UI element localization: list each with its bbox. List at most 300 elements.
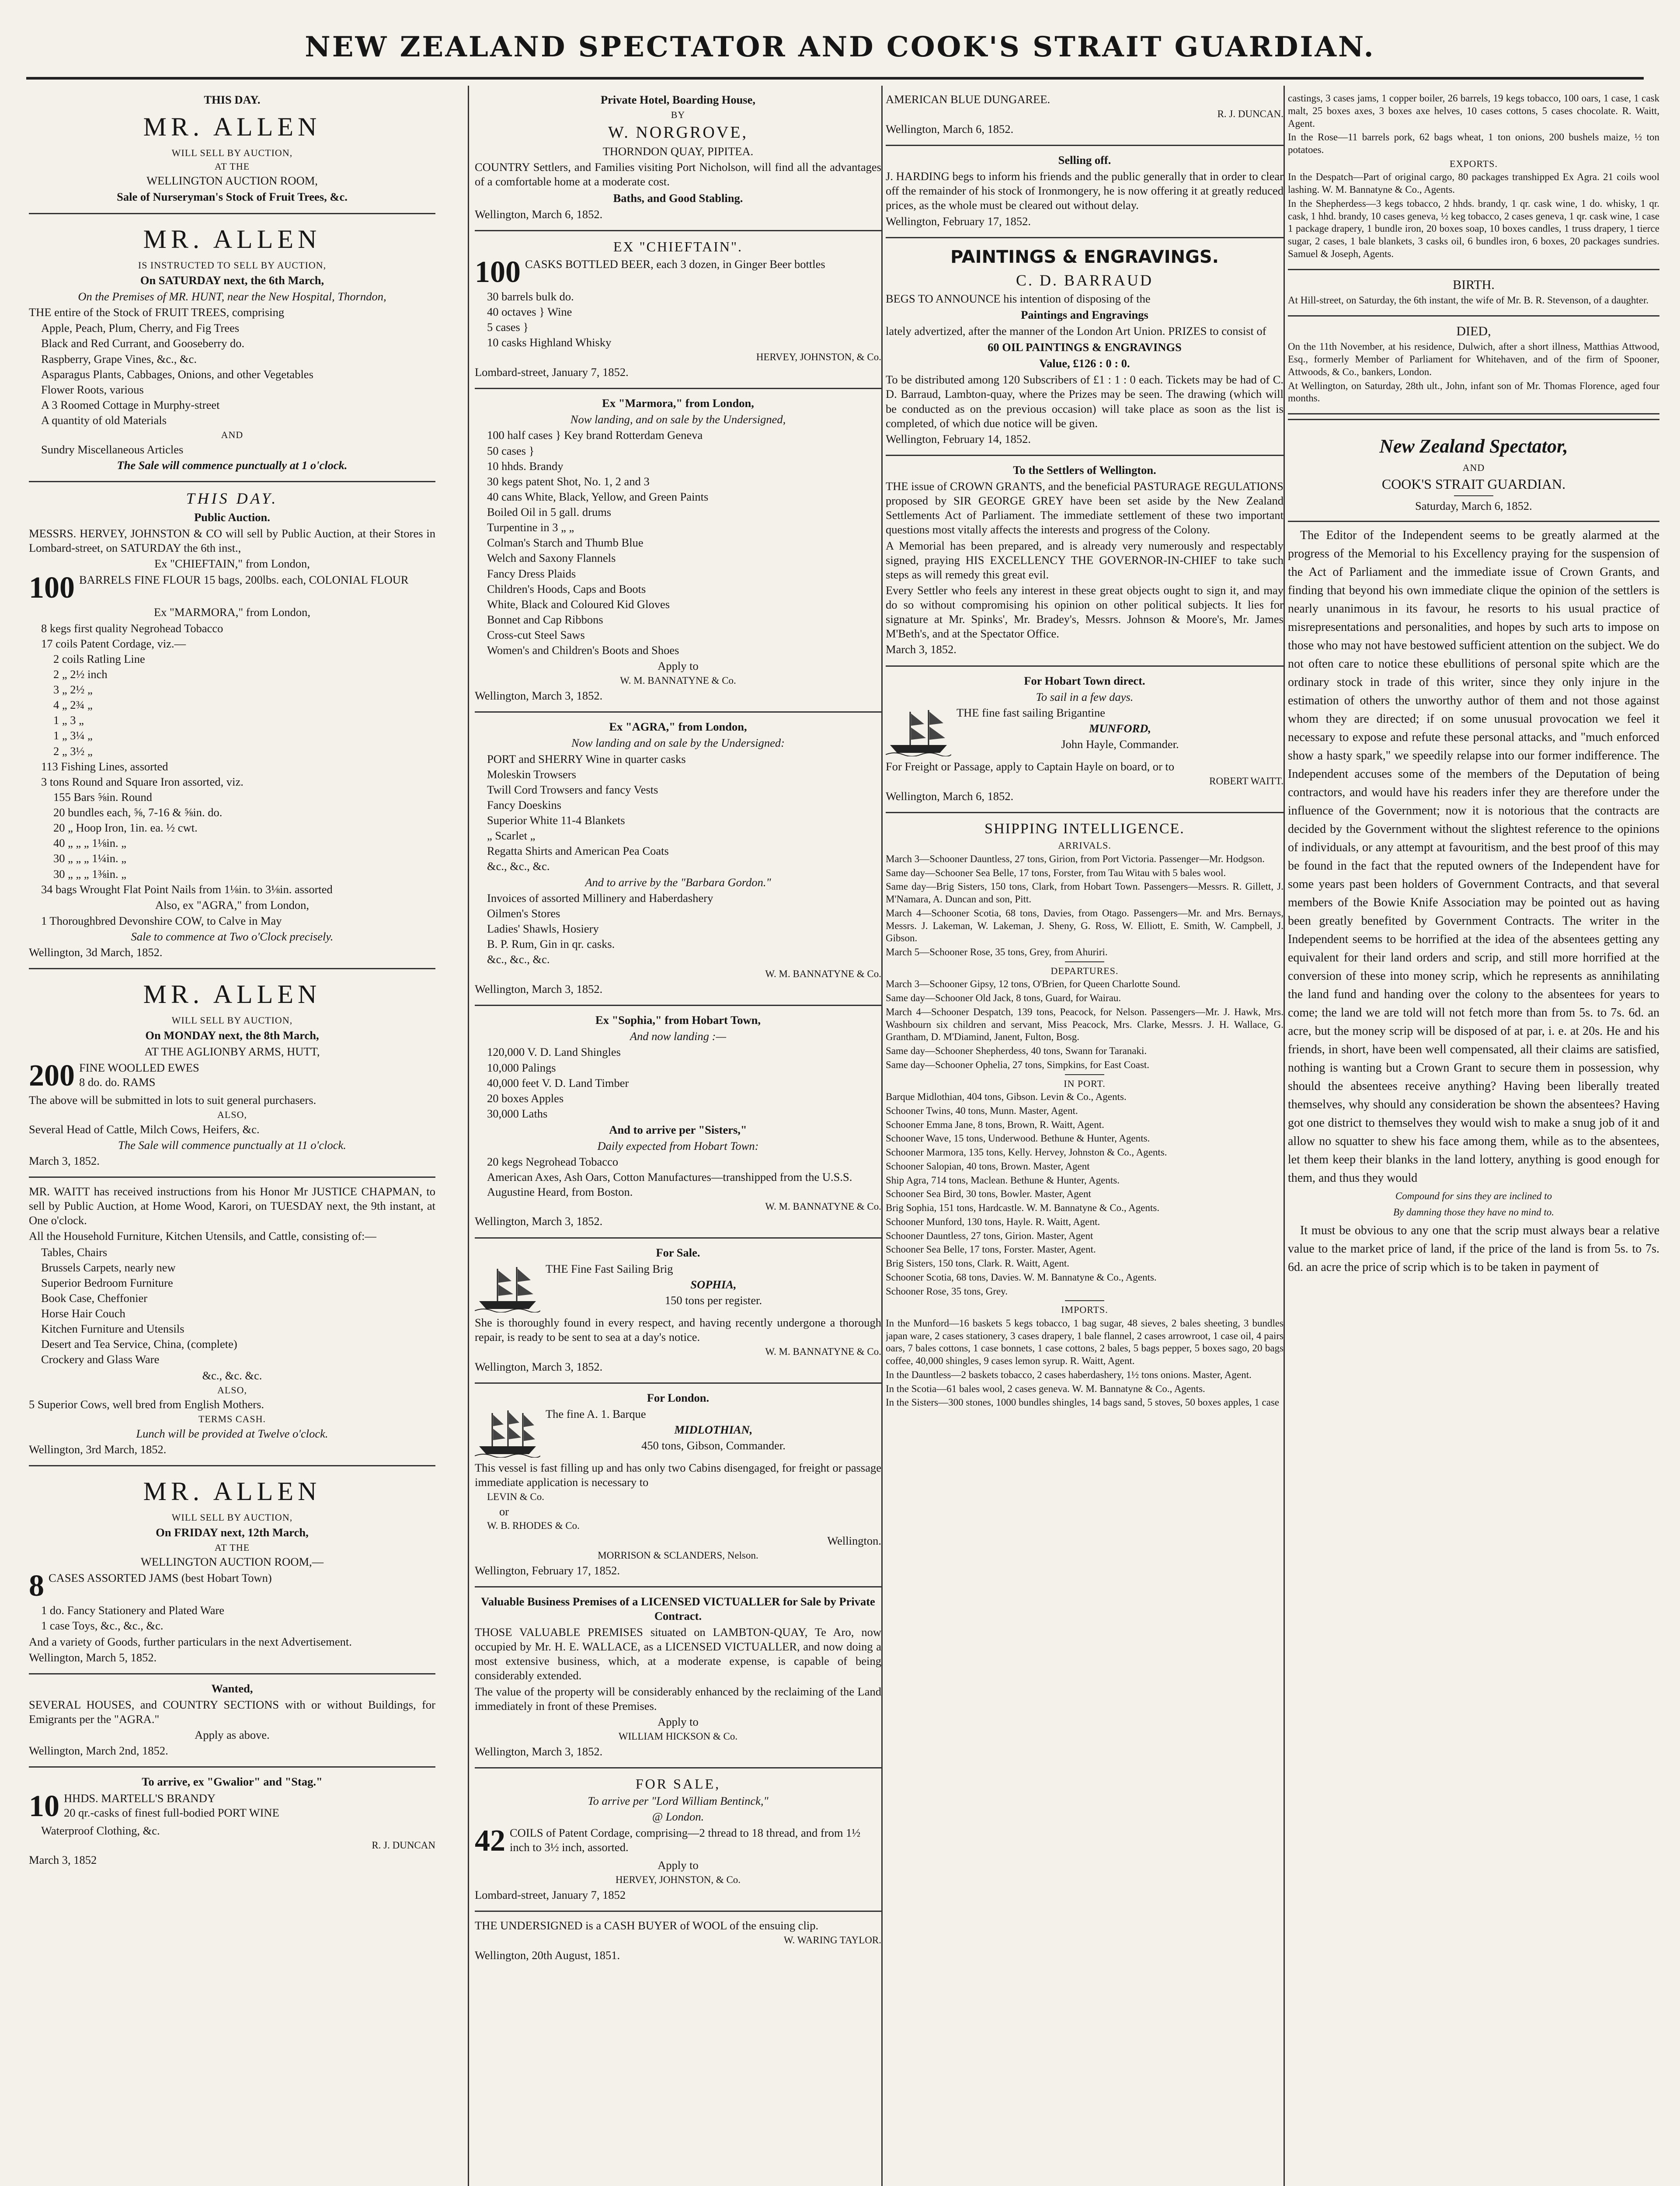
agent-name: LEVIN & Co. [487, 1491, 544, 1503]
newspaper-subtitle: COOK'S STRAIT GUARDIAN. [1381, 476, 1566, 492]
masthead: NEW ZEALAND SPECTATOR AND COOK'S STRAIT GUARDIAN. [305, 31, 1375, 63]
list-item: Brussels Carpets, nearly new [41, 1260, 176, 1274]
list-item: Schooner Munford, 130 tons, Hayle. R. Waitt, Agent. [886, 1216, 1100, 1227]
section-subtitle: DEPARTURES. [1050, 965, 1119, 976]
ad-subtitle: 60 OIL PAINTINGS & ENGRAVINGS [988, 341, 1182, 354]
ad-line: ALSO, [217, 1109, 247, 1121]
list-item: Kitchen Furniture and Utensils [41, 1322, 184, 1336]
list-item: Cross-cut Steel Saws [487, 628, 585, 641]
ad-title: To arrive, ex "Gwalior" and "Stag." [142, 1775, 323, 1789]
ad-body: To be distributed among 120 Subscribers of £1 : 1 : 0 each. Tickets may be had of C. D. Barraud, Lambton-quay, where the Prizes may be seen. The drawing (which will be conducted as on the previous occasion) will take place as soon as the list is completed, of which due notice will be given. [886, 373, 1283, 430]
ad-title: FOR SALE, [635, 1775, 721, 1792]
ad-body: MR. WAITT has received instructions from his Honor Mr JUSTICE CHAPMAN, to sell by Public Auction, at Home Wood, Karori, on TUESDAY next, the 9th instant, at One o'clock. [29, 1185, 435, 1227]
list-item: A 3 Roomed Cottage in Murphy-street [41, 398, 220, 411]
list-item: Brig Sophia, 151 tons, Hardcastle. W. M. Bannatyne & Co., Agents. [886, 1202, 1160, 1213]
ad-line: Wellington. [827, 1534, 881, 1547]
proprietor-name: C. D. BARRAUD [1016, 271, 1154, 289]
ad-signature: HERVEY, JOHNSTON, & Co. [756, 352, 881, 363]
list-item: Schooner Scotia, 68 tons, Davies. W. M. Bannatyne & Co., Agents. [886, 1271, 1157, 1283]
ad-date: March 3, 1852 [29, 1853, 97, 1867]
ad-line: WELLINGTON AUCTION ROOM, [146, 174, 318, 188]
list-item: Brig Sisters, 150 tons, Clark. R. Waitt, Agent. [886, 1258, 1070, 1269]
list-item: Schooner Marmora, 135 tons, Kelly. Hervey, Johnston & Co., Agents. [886, 1147, 1167, 1158]
ad-date: Wellington, March 3, 1852. [475, 1215, 603, 1228]
auctioneer-name: MR. ALLEN [143, 1477, 321, 1506]
ad-subtitle: Now landing and on sale by the Undersigned: [571, 736, 785, 750]
notice-birth [1288, 270, 1659, 317]
ad-line: Apply as above. [195, 1728, 270, 1742]
ad-line: IS INSTRUCTED TO SELL BY AUCTION, [138, 260, 327, 271]
ad-settlers-of-wellington [886, 456, 1283, 667]
ad-line: WILL SELL BY AUCTION, [171, 147, 293, 159]
ad-line: Also, ex "AGRA," from London, [155, 898, 310, 912]
section-subtitle: EXPORTS. [1450, 158, 1498, 169]
ad-body: This vessel is fast filling up and has only two Cabins disengaged, for freight or passage immediate application is necessary to [475, 1461, 881, 1489]
ad-waitt-furniture [29, 1178, 435, 1466]
ad-agra-goods [475, 713, 881, 1006]
ad-midlothian-for-london [475, 1384, 881, 1587]
ad-signature: W. M. BANNATYNE & Co. [620, 675, 736, 686]
ad-date: Wellington, March 6, 1852. [475, 207, 603, 221]
ad-date-line: On SATURDAY next, the 6th March, [140, 273, 324, 287]
ad-body: CASES ASSORTED JAMS (best Hobart Town) [49, 1571, 272, 1585]
ad-body: lately advertized, after the manner of the London Art Union. PRIZES to consist of [886, 324, 1266, 338]
ad-title: PAINTINGS & ENGRAVINGS. [950, 247, 1219, 267]
ship-name: MUNFORD, [1089, 721, 1151, 735]
ad-line: TERMS CASH. [198, 1413, 266, 1425]
list-item: Ship Agra, 714 tons, Maclean. Bethune & Hunter, Agents. [886, 1174, 1120, 1186]
list-item: 120,000 V. D. Land Shingles [487, 1045, 621, 1059]
section-subtitle: IN PORT. [1064, 1078, 1106, 1089]
list-item: 40 cans White, Black, Yellow, and Green Paints [487, 490, 709, 503]
ad-licensed-victualler [475, 1587, 881, 1768]
ad-location: WELLINGTON AUCTION ROOM,— [140, 1555, 324, 1569]
list-item: In the Scotia—61 bales wool, 2 cases geneva. W. M. Bannatyne & Co., Agents. [886, 1383, 1205, 1394]
quantity-number: 10 [29, 1789, 59, 1823]
ad-date-line: On MONDAY next, the 8th March, [145, 1028, 319, 1042]
list-item: „ Scarlet „ [487, 829, 536, 842]
list-item: Schooner Twins, 40 tons, Munn. Master, Agent. [886, 1105, 1078, 1116]
ad-body: COILS of Patent Cordage, comprising—2 thread to 18 thread, and from 1½ inch to 3½ inch, assorted. [510, 1826, 861, 1854]
ad-body: The above will be submitted in lots to suit general purchasers. [29, 1093, 317, 1107]
list-item: Schooner Sea Belle, 17 tons, Forster. Master, Agent. [886, 1244, 1096, 1255]
ad-signature: W. M. BANNATYNE & Co. [765, 968, 881, 980]
list-item: 4 „ 2¾ „ [53, 698, 93, 712]
ad-title: Ex "Sophia," from Hobart Town, [595, 1013, 761, 1027]
ad-note: The Sale will commence punctually at 11 o'clock. [118, 1138, 346, 1152]
agent-name: MORRISON & SCLANDERS, Nelson. [598, 1549, 758, 1561]
quantity-number: 8 [29, 1569, 44, 1603]
agent-name: W. B. RHODES & Co. [487, 1520, 580, 1531]
ad-subtitle: And now landing :— [630, 1030, 727, 1043]
list-item: 2 coils Ratling Line [53, 652, 145, 665]
ad-title: Baths, and Good Stabling. [613, 191, 743, 205]
ad-subtitle: To arrive per "Lord William Bentinck," [588, 1794, 769, 1807]
ad-date: Wellington, 3d March, 1852. [29, 946, 163, 959]
ad-norgrove-hotel [475, 86, 881, 231]
column-2 [475, 86, 881, 1971]
list-item: White, Black and Coloured Kid Gloves [487, 597, 670, 611]
list-item: In the Shepherdess—3 kegs tobacco, 2 hhds. brandy, 1 qr. cask wine, 1 do. whisky, 1 qr. cask, 1 hhd. brandy, 10 cases geneva, ½ keg tobacco, 2 cases geneva, 1 qr. cask wine, 1 case 1 package drapery, 1 bundle iron, 20 boxes soap, 10 boxes candles, 1 truss drapery, 1 tierce sugar, 2 cases, 1 bale blankets, 3 casks oil, 6 bundles iron, 6 boxes, 20 packages sundries. Samuel & Joseph, Agents. [1288, 198, 1659, 259]
ad-body: 8 do. do. RAMS [79, 1076, 156, 1089]
ad-body: BEGS TO ANNOUNCE his intention of disposing of the [886, 292, 1151, 305]
quantity-number: 200 [29, 1059, 75, 1093]
article-paragraph: It must be obvious to any one that the scrip must always bear a relative value to the market price of land, if the price of the land is from 5s. to 7s. 6d. an acre the price of scrip which is to be taken in payment of [1288, 1223, 1659, 1274]
ad-signature: WILLIAM HICKSON & Co. [618, 1730, 738, 1742]
list-item: In the Dauntless—2 baskets tobacco, 2 cases haberdashery, 1½ tons onions. Master, Agent. [886, 1369, 1252, 1380]
ad-subtitle: And to arrive per "Sisters," [609, 1123, 747, 1136]
ad-body: 20 qr.-casks of finest full-bodied PORT WINE [64, 1806, 279, 1819]
ad-line: 450 tons, Gibson, Commander. [641, 1439, 786, 1452]
list-item: 8 kegs first quality Negrohead Tobacco [41, 621, 223, 635]
list-item: Children's Hoods, Caps and Boots [487, 582, 646, 595]
notice-text: At Wellington, on Saturday, 28th ult., John, infant son of Mr. Thomas Florence, aged four months. [1288, 380, 1659, 404]
ad-signature: W. M. BANNATYNE & Co. [765, 1201, 881, 1212]
ad-title: For London. [647, 1391, 710, 1404]
auctioneer-name: MR. ALLEN [143, 112, 321, 142]
shipping-intelligence [886, 813, 1283, 1417]
column-rule [468, 86, 469, 2186]
ad-body: All the Household Furniture, Kitchen Utensils, and Cattle, consisting of:— [29, 1229, 376, 1243]
ad-date: Wellington, February 17, 1852. [475, 1563, 620, 1577]
ad-title: AMERICAN BLUE DUNGAREE. [886, 93, 1050, 106]
list-item: Waterproof Clothing, &c. [41, 1824, 160, 1837]
list-item: 40 octaves } Wine [487, 305, 572, 318]
editorial-masthead [1288, 419, 1659, 522]
column-1 [29, 86, 435, 1876]
ad-line: BY [671, 109, 685, 121]
list-item: In the Despatch—Part of original cargo, 80 packages transhipped Ex Agra. 21 coils wool lashing. W. M. Bannatyne & Co., Agents. [1288, 171, 1659, 195]
list-item: In the Sisters—300 stones, 1000 bundles shingles, 14 bags sand, 5 stoves, 50 boxes apples, 1 case [886, 1397, 1280, 1408]
list-item: 17 coils Patent Cordage, viz.— [41, 637, 186, 650]
ad-date: Lombard-street, January 7, 1852. [475, 365, 629, 379]
list-item: Invoices of assorted Millinery and Haberdashery [487, 891, 713, 905]
ad-title: For Sale. [656, 1246, 700, 1259]
ad-subtitle: Now landing, and on sale by the Undersigned, [570, 413, 786, 426]
ad-kicker: THIS DAY. [186, 489, 278, 507]
ad-date: Wellington, March 6, 1852. [886, 122, 1014, 136]
ad-subtitle: Daily expected from Hobart Town: [597, 1139, 759, 1153]
list-item: 3 „ 2½ „ [53, 683, 93, 696]
list-item: 30 barrels bulk do. [487, 289, 574, 303]
list-item: Same day—Schooner Ophelia, 27 tons, Simpkins, for East Coast. [886, 1059, 1150, 1070]
list-item: American Axes, Ash Oars, Cotton Manufactures—transhipped from the U.S.S. Augustine Heard, from Boston. [487, 1170, 852, 1198]
ad-line: John Hayle, Commander. [1061, 738, 1179, 751]
list-item: Crockery and Glass Ware [41, 1353, 160, 1366]
list-item: Sundry Miscellaneous Articles [41, 442, 184, 456]
ad-subtitle: To sail in a few days. [1036, 690, 1134, 703]
ad-sophia-for-sale [475, 1239, 881, 1384]
ad-body: She is thoroughly found in every respect, and having recently undergone a thorough repair, is ready to be sent to sea at a day's notice. [475, 1316, 881, 1344]
list-item: PORT and SHERRY Wine in quarter casks [487, 752, 686, 766]
ad-allen-ewes [29, 969, 435, 1178]
ad-line: AND [221, 429, 243, 441]
quantity-number: 100 [29, 571, 75, 605]
ad-date: Wellington, March 6, 1852. [886, 789, 1014, 803]
ad-hervey-johnston-auction [29, 482, 435, 969]
ad-subtitle: Value, £126 : 0 : 0. [1039, 357, 1130, 370]
ad-marmora-goods [475, 389, 881, 713]
ad-signature: R. J. DUNCAN [372, 1839, 435, 1851]
ad-body: MESSRS. HERVEY, JOHNSTON & CO will sell by Public Auction, at their Stores in Lombard-street, on SATURDAY the 6th inst., [29, 527, 435, 555]
ad-body: THOSE VALUABLE PREMISES situated on LAMBTON-QUAY, Te Aro, now occupied by Mr. H. E. WALLACE, as a LICENSED VICTUALLER, and now doing a most extensive business, which, at a moderate expense, is capable of being considerably extended. [475, 1626, 881, 1682]
list-item: Fancy Doeskins [487, 798, 562, 811]
ad-munford-hobart [886, 667, 1283, 813]
ad-body: CASKS BOTTLED BEER, each 3 dozen, in Ginger Beer bottles [525, 257, 825, 271]
list-item: 34 bags Wrought Flat Point Nails from 1⅛in. to 3⅛in. assorted [41, 882, 333, 896]
ad-subtitle: And to arrive by the "Barbara Gordon." [585, 875, 771, 889]
notice-text: At Hill-street, on Saturday, the 6th instant, the wife of Mr. B. R. Stevenson, of a daughter. [1288, 295, 1649, 306]
list-item: 100 half cases } Key brand Rotterdam Geneva [487, 428, 703, 442]
ad-subtitle: @ London. [652, 1810, 704, 1823]
ad-body: 5 Superior Cows, well bred from English Mothers. [29, 1398, 264, 1411]
list-item: Moleskin Trowsers [487, 767, 576, 781]
list-item: 40,000 feet V. D. Land Timber [487, 1076, 629, 1090]
list-item: Schooner Emma Jane, 8 tons, Brown, R. Waitt, Agent. [886, 1119, 1104, 1130]
list-item: 40 „ „ „ 1⅛in. „ [53, 836, 127, 850]
list-item: Flower Roots, various [41, 383, 144, 396]
list-item: 1 „ 3 „ [53, 714, 84, 727]
list-item: &c., &c., &c. [487, 860, 550, 873]
list-item: 1 do. Fancy Stationery and Plated Ware [41, 1604, 225, 1617]
notice-died [1288, 317, 1659, 414]
ad-line: &c., &c. &c. [202, 1368, 262, 1382]
ship-icon [475, 1264, 540, 1312]
ad-martell-brandy [29, 1768, 435, 1876]
list-item: 113 Fishing Lines, assorted [41, 759, 168, 773]
list-item: Asparagus Plants, Cabbages, Onions, and other Vegetables [41, 367, 313, 381]
divider [1065, 1300, 1104, 1301]
list-item: 2 „ 3½ „ [53, 744, 93, 758]
ad-wanted-houses [29, 1674, 435, 1768]
shipping-continued [1288, 86, 1659, 270]
list-item: March 4—Schooner Scotia, 68 tons, Davies, from Otago. Passengers—Mr. and Mrs. Bernays, Messrs. J. Lakeman, W. Lakeman, J. Sheny, G. Ross, W. Elliott, E. Smith, W. Campbell, J. Gibson. [886, 907, 1283, 944]
ad-date: Wellington, March 3, 1852. [475, 689, 603, 703]
ad-body: The fine A. 1. Barque [546, 1407, 646, 1420]
ad-line: Ex "MARMORA," from London, [153, 606, 311, 619]
ad-location: AT THE AGLIONBY ARMS, HUTT, [144, 1044, 320, 1058]
ad-line: 150 tons per register. [664, 1293, 762, 1307]
list-item: 30,000 Laths [487, 1107, 548, 1120]
ad-line: WILL SELL BY AUCTION, [171, 1015, 293, 1026]
ad-dungaree [886, 86, 1283, 146]
ad-date: Wellington, March 3, 1852. [475, 982, 603, 996]
ad-location: THORNDON QUAY, PIPITEA. [602, 145, 754, 158]
list-item: Same day—Schooner Shepherdess, 40 tons, Swann for Taranaki. [886, 1045, 1147, 1056]
list-item: castings, 3 cases jams, 1 copper boiler, 26 barrels, 19 kegs tobacco, 100 oars, 1 case, 1 cask malt, 25 boxes axes, 3 boxes axe helves, 10 cases cottons, 5 cases chocolate. R. Waitt, Agent. [1288, 93, 1659, 129]
list-item: 1 „ 3¼ „ [53, 729, 93, 742]
ad-body: THE fine fast sailing Brigantine [957, 706, 1105, 719]
ad-note: Sale to commence at Two o'Clock precisely. [131, 930, 334, 943]
list-item: Raspberry, Grape Vines, &c., &c. [41, 352, 197, 365]
ad-date: March 3, 1852. [29, 1154, 100, 1167]
section-subtitle: ARRIVALS. [1058, 840, 1111, 851]
list-item: 1 Thoroughbred Devonshire COW, to Calve in May [41, 914, 282, 927]
ad-title: Ex "Marmora," from London, [602, 397, 754, 410]
ad-harding-selling-off [886, 146, 1283, 238]
list-item: 10,000 Palings [487, 1061, 556, 1074]
list-item: Welch and Saxony Flannels [487, 551, 616, 565]
ad-wool-buyer [475, 1912, 881, 1971]
ad-line: AND [1462, 462, 1485, 473]
list-item: 5 cases } [487, 320, 529, 334]
list-item: Ladies' Shawls, Hosiery [487, 922, 599, 935]
ad-body: SEVERAL HOUSES, and COUNTRY SECTIONS with or without Buildings, for Emigrants per the "AGRA." [29, 1698, 435, 1726]
ad-date: Lombard-street, January 7, 1852 [475, 1888, 626, 1901]
ad-title: Private Hotel, Boarding House, [600, 93, 756, 106]
ad-line: AT THE [214, 160, 250, 172]
quantity-number: 100 [475, 255, 521, 289]
list-item: Twill Cord Trowsers and fancy Vests [487, 783, 658, 796]
ad-body: J. HARDING begs to inform his friends and the public generally that in order to clear off the remainder of his stock of Ironmongery, he is now offering it at greatly reduced prices, as the whole must be cleared out without delay. [886, 170, 1283, 212]
ad-date: Wellington, February 17, 1852. [886, 214, 1031, 228]
ad-title: Ex "AGRA," from London, [609, 720, 747, 734]
ad-line: Apply to [657, 1715, 699, 1728]
list-item: 10 hhds. Brandy [487, 459, 563, 473]
list-item: Superior Bedroom Furniture [41, 1276, 173, 1289]
ad-body: FINE WOOLLED EWES [79, 1061, 199, 1074]
list-item: Superior White 11-4 Blankets [487, 814, 625, 827]
list-item: March 3—Schooner Gipsy, 12 tons, O'Brien, for Queen Charlotte Sound. [886, 978, 1181, 990]
list-item: Same day—Brig Sisters, 150 tons, Clark, from Hobart Town. Passengers—Messrs. R. Gillett, J. M'Namara, A. Duncan and son, Pitt. [886, 881, 1283, 905]
list-item: Schooner Rose, 35 tons, Grey. [886, 1285, 1008, 1297]
list-item: Fancy Dress Plaids [487, 567, 576, 580]
ad-signature: HERVEY, JOHNSTON, & Co. [615, 1874, 741, 1886]
list-item: Colman's Starch and Thumb Blue [487, 536, 643, 550]
ad-chieftain-beer [475, 231, 881, 389]
ad-title: Valuable Business Premises of a LICENSED VICTUALLER for Sale by Private Contract. [481, 1594, 875, 1622]
list-item: Bonnet and Cap Ribbons [487, 613, 603, 626]
list-item: Desert and Tea Service, China, (complete) [41, 1337, 237, 1351]
quantity-number: 42 [475, 1824, 505, 1858]
ad-date-line: On FRIDAY next, 12th March, [156, 1525, 309, 1539]
ad-signature: W. M. BANNATYNE & Co. [765, 1346, 881, 1357]
ad-signature: W. WARING TAYLOR. [783, 1935, 881, 1946]
list-item: Schooner Salopian, 40 tons, Brown. Master, Agent [886, 1160, 1090, 1172]
list-item: Regatta Shirts and American Pea Coats [487, 844, 669, 858]
ship-name: MIDLOTHIAN, [674, 1423, 753, 1436]
list-item: Book Case, Cheffonier [41, 1291, 148, 1305]
ad-body: And a variety of Goods, further particulars in the next Advertisement. [29, 1635, 352, 1648]
ad-date: Wellington, February 14, 1852. [886, 432, 1031, 446]
section-subtitle: IMPORTS. [1061, 1304, 1108, 1316]
list-item: Schooner Sea Bird, 30 tons, Bowler. Master, Agent [886, 1188, 1091, 1200]
notice-text: On the 11th November, at his residence, Dulwich, after a short illness, Matthias Attwood, Esq., formerly Member of Parliament for Whitehaven, and of the firm of Spooner, Attwoods, & Co., bankers, London. [1288, 341, 1659, 377]
list-item: Same day—Schooner Old Jack, 8 tons, Guard, for Wairau. [886, 992, 1121, 1003]
ad-body: THE Fine Fast Sailing Brig [546, 1262, 673, 1275]
list-item: Apple, Peach, Plum, Cherry, and Fig Trees [41, 321, 240, 335]
ad-allen-fruit-trees [29, 214, 435, 482]
list-item: March 5—Schooner Rose, 35 tons, Grey, from Ahuriri. [886, 947, 1108, 957]
ad-line: AT THE [214, 1542, 250, 1553]
list-item: 3 tons Round and Square Iron assorted, viz. [41, 775, 243, 788]
article-paragraph: The Editor of the Independent seems to be greatly alarmed at the progress of the Memorial to his Excellency praying for the suspension of the Act of Parliament and the immediate issue of Crown Grants, and finding that beyond his own immediate clique the opinion of the settlers is nearly unanimous in its favour, he resorts to his usual practice of misrepresentations and personalities, and hopes by such arts to impose on those who may not have bestowed sufficient attention on the subject. We do not often care to notice these ebullitions of personal spite which are the ordinary stock in trade of this writer, since they only injure in the estimation of others the unworthy author of them and not those against whom they are directed; if on some unusual provocation we feel it necessary to expose and refute these personal attacks, and "much enforced show a hasty spark," we speedily relapse into our former indifference. The Independent accuses some of the members of the Deputation of being contractors, and would have his readers infer they are therefore under the influence of the Government; now it is notorious that the contracts are decided by the Government without the slightest reference to the opinions of individuals, or any attempt at favouritism, and the best proof of this may be found in the fact that the reputed owners of the Independent have for some years past been holders of Government Contracts, and that several members of the Bowie Knife Association may be pointed out as having been greatly benefited by Government Contracts. The writer in the Independent seems to be horrified at the idea of the absentees getting any equivalent for their land orders and scrip, and still more horrified at the conversion of these into money scrip, which he represents as annihilating the land fund and handing over the colony to the absentees for years to come; the land we are told will not fetch more than from 5s. to 7s. 6d. an acre, but the money scrip will be disposed of at par, i. e. at 20s. He and his friends, in short, have been well compensated, all their claims are satisfied, nothing is wanting but a Crown Grant to secure them in possession, why should the absentees receive anything? Having been liberally treated themselves, why should any consideration be shown the absentees? Having got one district to themselves they would wish to make a snug job of it and allow no squatter to shew his face among them, while as to the absentees, let them keep their blanks in the land lottery, anything is good enough for them, and thus they would [1288, 528, 1659, 1185]
divider [1454, 495, 1493, 496]
ad-sophia-goods [475, 1006, 881, 1238]
list-item: B. P. Rum, Gin in qr. casks. [487, 937, 615, 950]
list-item: Black and Red Currant, and Gooseberry do. [41, 337, 245, 350]
ad-signature: ROBERT WAITT. [1209, 775, 1283, 787]
ship-icon [475, 1409, 540, 1458]
list-item: Schooner Wave, 15 tons, Underwood. Bethune & Hunter, Agents. [886, 1133, 1150, 1144]
list-item: In the Rose—11 barrels pork, 62 bags wheat, 1 ton onions, 200 bushels maize, ½ ton potatoes. [1288, 132, 1659, 155]
section-title: BIRTH. [1453, 277, 1495, 292]
ad-title: Sale of Nurseryman's Stock of Fruit Trees, &c. [117, 190, 348, 204]
ad-title: To the Settlers of Wellington. [1013, 463, 1156, 477]
divider [1065, 1074, 1104, 1075]
list-item: 50 cases } [487, 444, 535, 457]
ad-allen-jams [29, 1466, 435, 1674]
ad-location: On the Premises of MR. HUNT, near the New Hospital, Thorndon, [78, 290, 386, 303]
ad-signature: R. J. DUNCAN. [1217, 108, 1283, 120]
ad-body: THE UNDERSIGNED is a CASH BUYER of WOOL of the ensuing clip. [475, 1919, 819, 1932]
list-item: 30 „ „ „ 1¼in. „ [53, 852, 127, 865]
ship-icon [886, 707, 951, 756]
list-item: Horse Hair Couch [41, 1307, 125, 1320]
ad-title: EX "CHIEFTAIN". [613, 238, 743, 254]
masthead-rule [26, 77, 1644, 80]
list-item: Same day—Schooner Sea Belle, 17 tons, Forster, from Tau Witau with 5 bales wool. [886, 867, 1226, 878]
list-item: 30 kegs patent Shot, No. 1, 2 and 3 [487, 474, 650, 488]
ad-body: COUNTRY Settlers, and Families visiting Port Nicholson, will find all the advantages of a comfortable home at a moderate cost. [475, 160, 881, 188]
ad-title: Public Auction. [194, 510, 270, 524]
list-item: 2 „ 2½ inch [53, 667, 108, 681]
ad-body: A Memorial has been prepared, and is already very numerously and respectably signed, praying HIS EXCELLENCY THE GOVERNOR-IN-CHIEF to take such steps as will remedy this great evil. [886, 539, 1283, 581]
ad-note: The Sale will commence punctually at 1 o'clock. [117, 458, 348, 472]
verse-line: Compound for sins they are inclined to [1395, 1190, 1552, 1201]
list-item: Barque Midlothian, 404 tons, Gibson. Levin & Co., Agents. [886, 1091, 1127, 1102]
ad-body: Several Head of Cattle, Milch Cows, Heifers, &c. [29, 1122, 260, 1136]
list-item: Tables, Chairs [41, 1245, 108, 1259]
issue-date: Saturday, March 6, 1852. [1415, 499, 1532, 512]
ad-title: Wanted, [211, 1681, 253, 1695]
ad-body: Every Settler who feels any interest in these great objects ought to sign it, and may do so without compromising his opinion on other political subjects. It lies for signature at Mr. Spinks', Mr. Bradey's, Messrs. Johnson & Moore's, Mr. James M'Beth's, and at the Spectator Office. [886, 583, 1283, 640]
ad-date: Wellington, March 2nd, 1852. [29, 1744, 168, 1758]
ad-line: or [499, 1504, 509, 1518]
list-item: In the Munford—16 baskets 5 kegs tobacco, 1 bag sugar, 48 sieves, 2 bales sheeting, 3 bundles japan ware, 2 cases stationery, 3 cases drapery, 1 bale flannel, 2 cases arrowroot, 1 case oil, 4 pairs oars, 7 bales cottons, 1 case bonnets, 1 case cottons, 2 bales, 5 bags pepper, 5 boxes sago, 20 bags coffee, 40,000 shingles, 9 cases lemon syrup. R. Waitt, Agent. [886, 1317, 1283, 1366]
list-item: 155 Bars ⅝in. Round [53, 790, 152, 804]
list-item: 30 „ „ „ 1⅜in. „ [53, 867, 127, 881]
list-item: &c., &c., &c. [487, 953, 550, 966]
ad-body: BARRELS FINE FLOUR 15 bags, 200lbs. each, COLONIAL FLOUR [79, 573, 409, 587]
list-item: March 3—Schooner Dauntless, 27 tons, Girion, from Port Victoria. Passenger—Mr. Hodgson. [886, 853, 1265, 864]
list-item: 20 bundles each, ⅝, 7-16 & ⅝in. do. [53, 806, 223, 819]
ad-date: March 3, 1852. [886, 643, 957, 656]
ad-date: Wellington, March 5, 1852. [29, 1650, 157, 1664]
ad-subtitle: Paintings and Engravings [1021, 308, 1148, 321]
list-item: Women's and Children's Boots and Shoes [487, 644, 679, 657]
ad-barraud-paintings [886, 238, 1283, 456]
editorial-article [1288, 526, 1659, 1277]
ad-body: The value of the property will be considerably enhanced by the reclaiming of the Land immediately in front of these Premises. [475, 1685, 881, 1713]
ad-date: Wellington, March 3, 1852. [475, 1744, 603, 1758]
divider [1065, 961, 1104, 962]
list-item: Schooner Dauntless, 27 tons, Girion. Master, Agent [886, 1230, 1093, 1241]
proprietor-name: W. NORGROVE, [608, 123, 748, 142]
ad-kicker: THIS DAY. [204, 93, 261, 106]
verse-line: By damning those they have no mind to. [1393, 1207, 1554, 1218]
column-rule [1283, 86, 1285, 2186]
ad-body: THE issue of CROWN GRANTS, and the beneficial PASTURAGE REGULATIONS proposed by SIR GEORGE GREY have been set aside by the New Zealand Settlements Act of Parliament. The immediate settlement of these two important questions most vitally affects the interests and progress of the Colony. [886, 480, 1283, 536]
section-title: DIED, [1456, 324, 1491, 338]
newspaper-title: New Zealand Spectator, [1379, 435, 1568, 457]
ad-line: ALSO, [217, 1384, 247, 1396]
ship-name: SOPHIA, [690, 1277, 737, 1291]
ad-line: Apply to [657, 659, 699, 673]
list-item: March 4—Schooner Despatch, 139 tons, Peacock, for Nelson. Passengers—Mr. J. Hawk, Mrs. Washbourn six children and servant, Miss Peacock, Mrs. Clarke, Messrs. J. H. Wallace, G. Grantham, D. M'Diamind, Janent, Fulton, Bosg. [886, 1006, 1283, 1043]
ad-line: Ex "CHIEFTAIN," from London, [154, 557, 310, 571]
ad-note: Lunch will be provided at Twelve o'clock. [136, 1427, 328, 1440]
